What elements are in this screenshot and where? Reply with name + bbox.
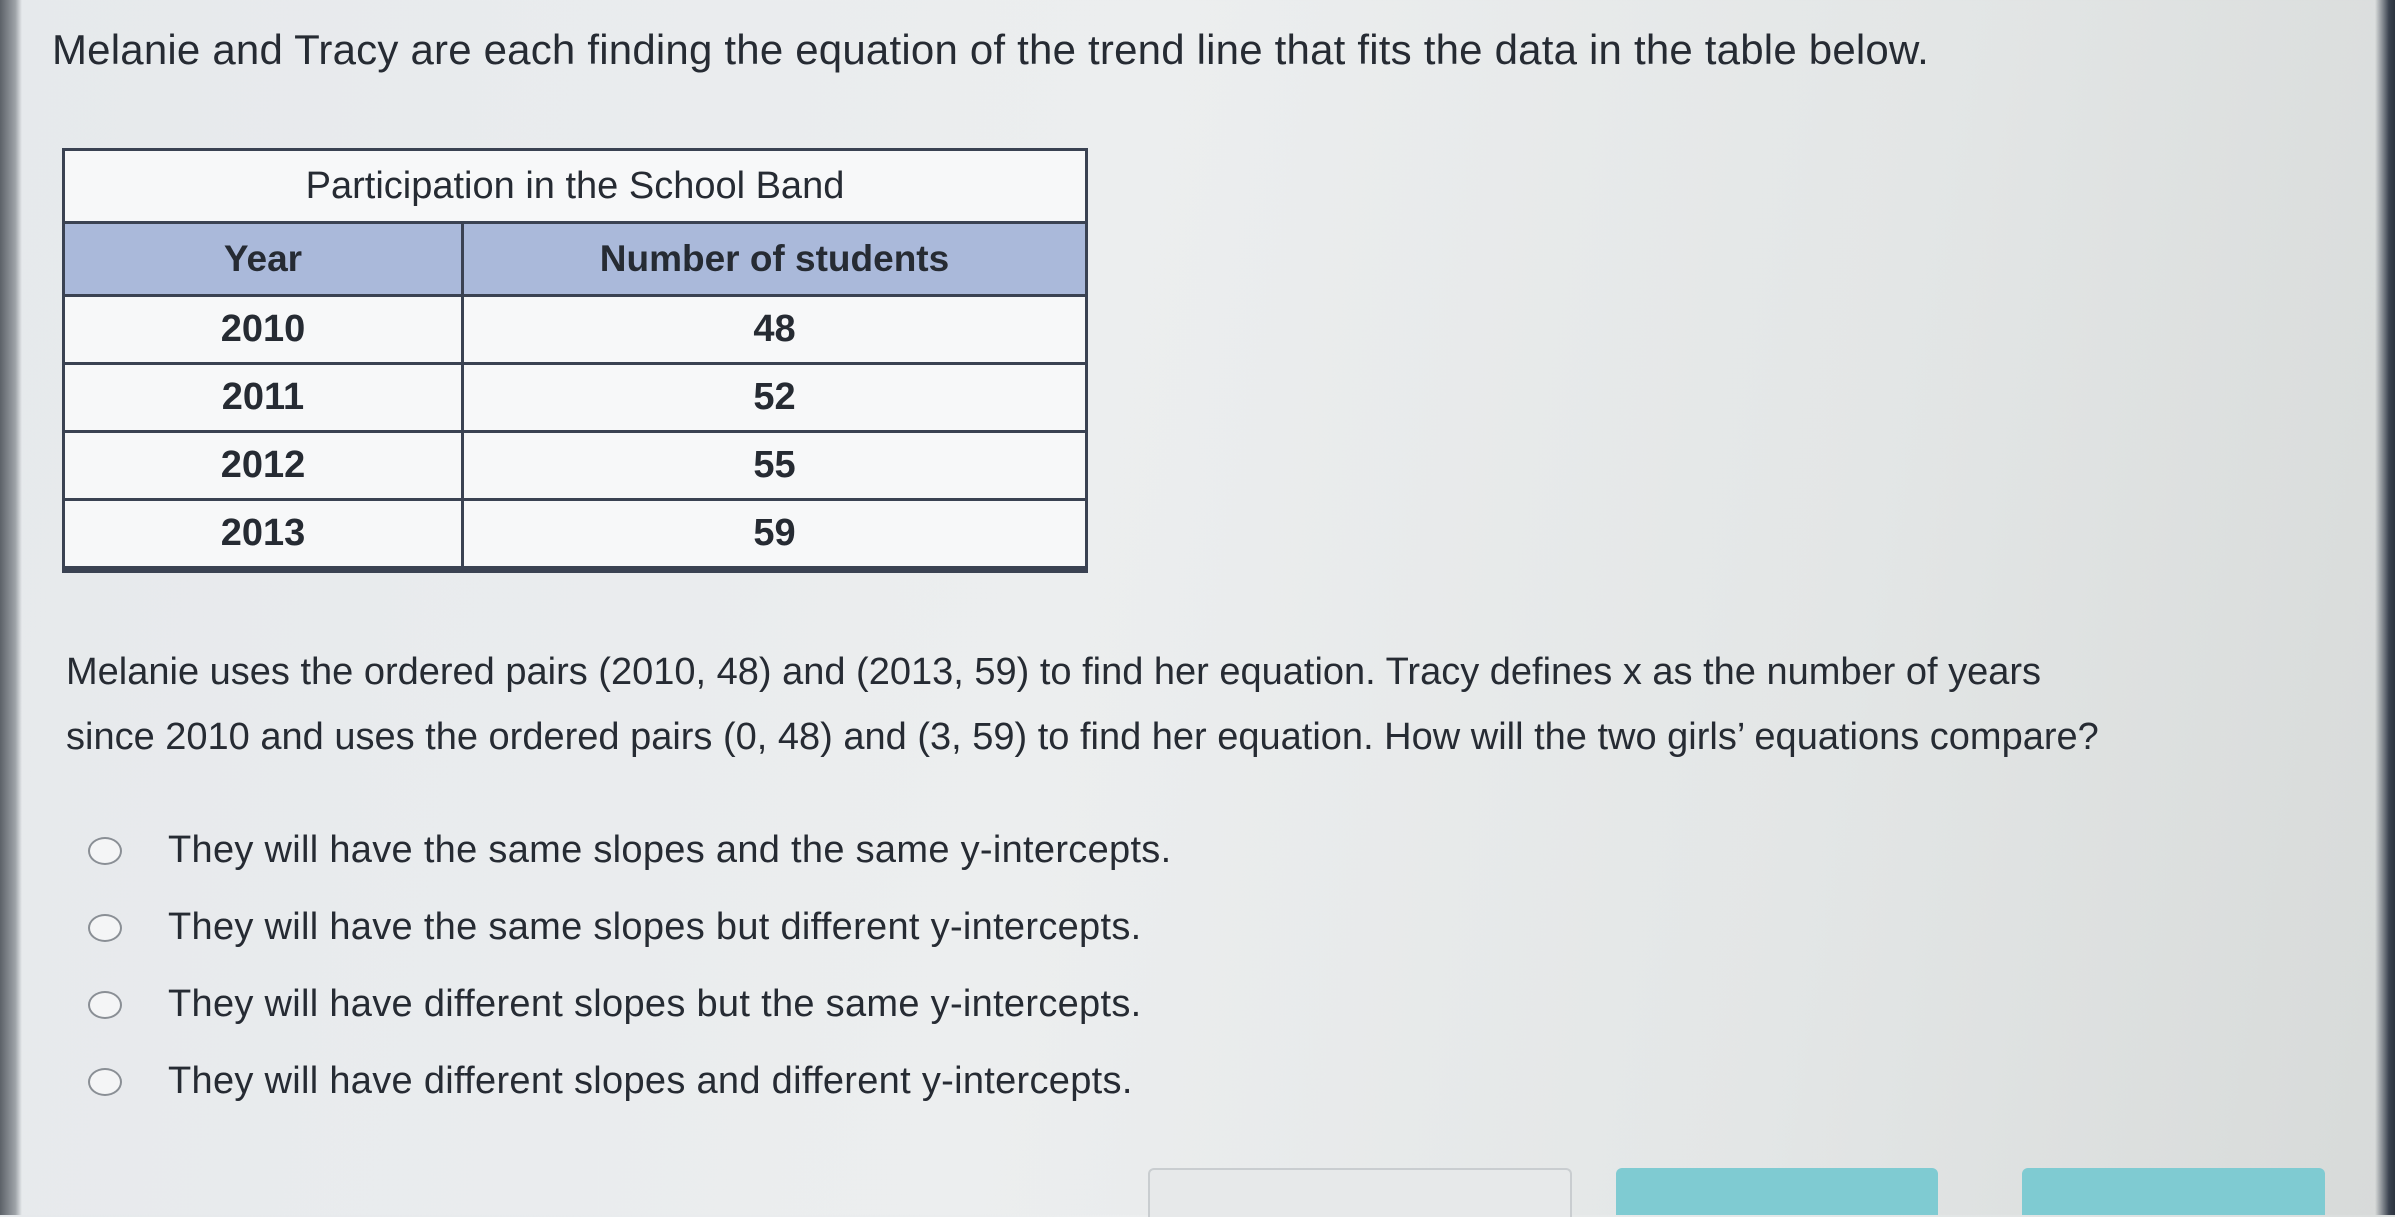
cell-students: 55 bbox=[462, 432, 1086, 500]
question-text bbox=[66, 640, 2366, 770]
option-label: They will have the same slopes and the same y-intercepts. bbox=[168, 829, 1172, 871]
table-caption: Participation in the School Band bbox=[62, 148, 1088, 221]
answer-option-d[interactable] bbox=[88, 1043, 1171, 1120]
cell-year: 2010 bbox=[64, 296, 463, 364]
screen-bezel-left bbox=[0, 0, 22, 1215]
question-intro: Melanie and Tracy are each finding the equation of the trend line that fits the data in the table below. bbox=[52, 26, 1930, 73]
cell-students: 59 bbox=[462, 500, 1086, 570]
answer-option-b[interactable] bbox=[88, 889, 1171, 966]
option-label: They will have different slopes and different y-intercepts. bbox=[168, 1060, 1133, 1102]
answer-option-c[interactable] bbox=[88, 966, 1171, 1043]
cell-students: 48 bbox=[462, 296, 1086, 364]
radio-button-icon[interactable] bbox=[88, 914, 122, 942]
answer-option-a[interactable] bbox=[88, 812, 1171, 889]
table-row bbox=[64, 364, 1087, 432]
option-label: They will have the same slopes but different y-intercepts. bbox=[168, 906, 1142, 948]
data-table bbox=[62, 148, 1088, 573]
nav-button-left[interactable] bbox=[1148, 1168, 1572, 1217]
nav-button-middle[interactable] bbox=[1616, 1168, 1938, 1215]
submit-button[interactable] bbox=[2022, 1168, 2325, 1215]
radio-button-icon[interactable] bbox=[88, 991, 122, 1019]
table-row bbox=[64, 500, 1087, 570]
table-row bbox=[64, 296, 1087, 364]
radio-button-icon[interactable] bbox=[88, 837, 122, 865]
table-row bbox=[64, 432, 1087, 500]
column-header-students: Number of students bbox=[462, 223, 1086, 296]
cell-year: 2012 bbox=[64, 432, 463, 500]
answer-options bbox=[88, 812, 1171, 1120]
question-line-2: since 2010 and uses the ordered pairs (0, 48) and (3, 59) to find her equation. How will the two girls’ equations compare? bbox=[66, 716, 2099, 758]
cell-year: 2011 bbox=[64, 364, 463, 432]
question-line-1: Melanie uses the ordered pairs (2010, 48) and (2013, 59) to find her equation. Tracy defines x as the number of years bbox=[66, 651, 2042, 693]
screen-bezel-right bbox=[2375, 0, 2395, 1215]
radio-button-icon[interactable] bbox=[88, 1068, 122, 1096]
cell-year: 2013 bbox=[64, 500, 463, 570]
column-header-year: Year bbox=[64, 223, 463, 296]
cell-students: 52 bbox=[462, 364, 1086, 432]
option-label: They will have different slopes but the same y-intercepts. bbox=[168, 983, 1142, 1025]
